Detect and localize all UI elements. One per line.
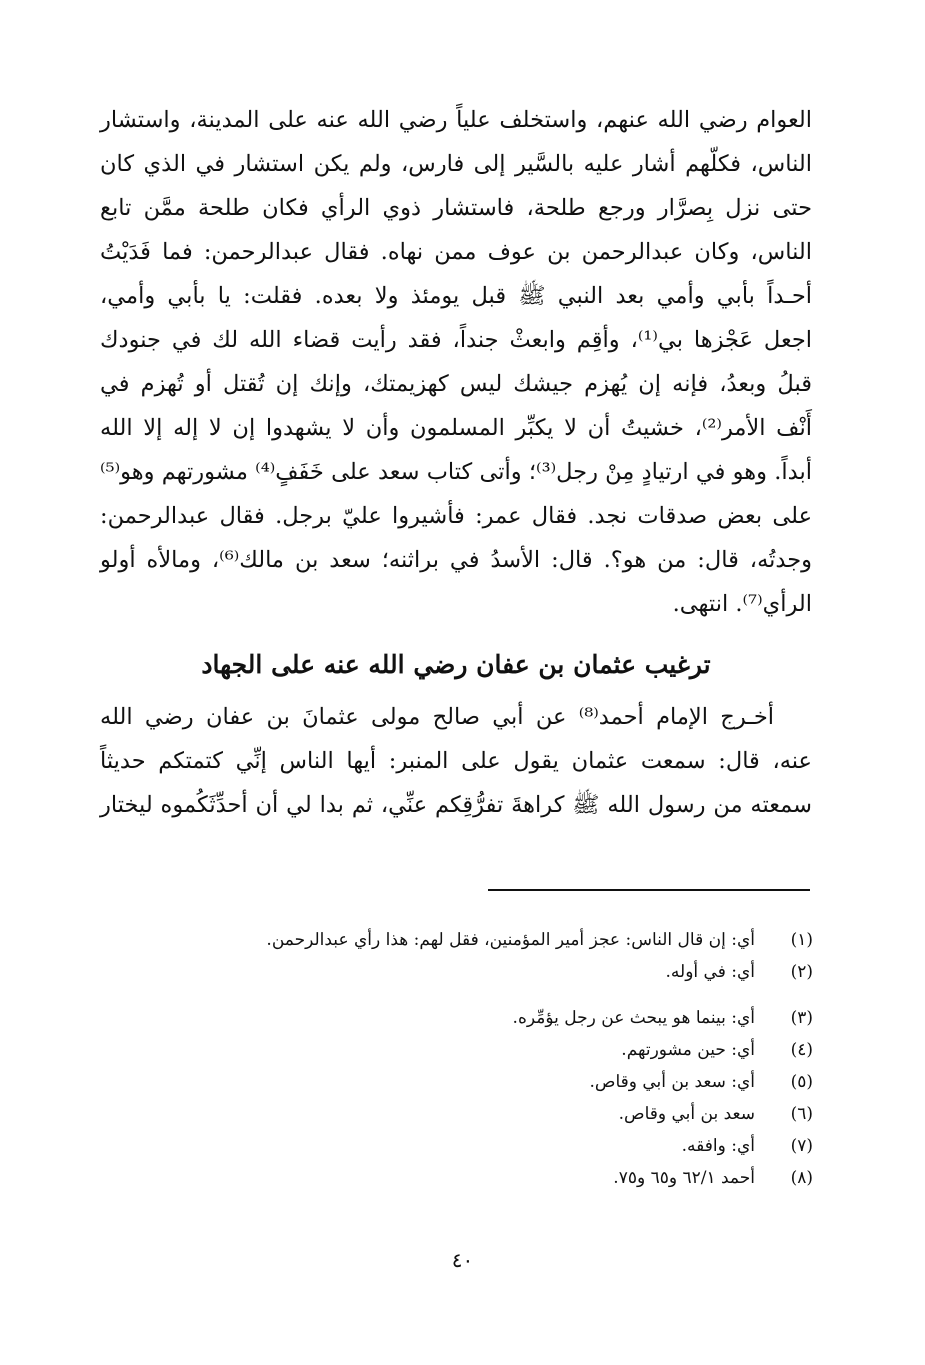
footnote-number: (٧) bbox=[790, 1136, 813, 1156]
footnote-text: سعد بن أبي وقاص. bbox=[618, 1104, 755, 1124]
footnote-item bbox=[153, 956, 813, 988]
text-line: عنه، قال: سمعت عثمان يقول على المنبر: أيها الناس إنِّي كتمتكم حديثاً bbox=[100, 748, 812, 774]
footnote-item bbox=[153, 1162, 813, 1194]
section-heading: ترغيب عثمان بن عفان رضي الله عنه على الجهاد bbox=[201, 650, 711, 679]
footnote-item bbox=[153, 1002, 813, 1034]
text-line: سمعته من رسول الله ﷺ كراهةَ تفرُّقِكم عنِّي، ثم بدا لي أن أحدِّثَكُموه ليختار bbox=[100, 792, 812, 818]
text-line: حتى نزل بِصرَّار ورجع طلحة، فاستشار ذوي الرأي فكان طلحة ممَّن تابع bbox=[100, 195, 812, 221]
footnote-item bbox=[153, 1066, 813, 1098]
text-line: أخـرج الإمام أحمد⁽⁸⁾ عن أبي صالح مولى عثمانَ بن عفان رضي الله bbox=[100, 704, 774, 730]
footnote-divider bbox=[488, 889, 810, 891]
text-line: الرأي⁽⁷⁾. انتهى. bbox=[672, 591, 812, 617]
footnote-text: أي: سعد بن أبي وقاص. bbox=[589, 1072, 755, 1092]
footnote-item bbox=[153, 1034, 813, 1066]
text-line: الناس، وكان عبدالرحمن بن عوف ممن نهاه. فقال عبدالرحمن: فما فَدَيْتُ bbox=[100, 239, 812, 265]
text-line: أَنْف الأمر⁽²⁾، خشيتُ أن لا يكبِّر المسلمون وأن لا يشهدوا إن لا إله إلا الله bbox=[100, 415, 812, 441]
footnote-number: (١) bbox=[790, 930, 813, 950]
footnote-text: أي: حين مشورتهم. bbox=[621, 1040, 755, 1060]
footnote-number: (٥) bbox=[790, 1072, 813, 1092]
footnote-number: (٣) bbox=[790, 1008, 813, 1028]
footnote-number: (٢) bbox=[790, 962, 813, 982]
text-line: العوام رضي الله عنهم، واستخلف علياً رضي الله عنه على المدينة، واستشار bbox=[100, 107, 812, 133]
footnote-text: أي: إن قال الناس: عجز أمير المؤمنين، فقل لهم: هذا رأي عبدالرحمن. bbox=[266, 930, 755, 950]
footnote-number: (٨) bbox=[790, 1168, 813, 1188]
second-paragraph bbox=[100, 695, 812, 827]
footnote-number: (٤) bbox=[790, 1040, 813, 1060]
main-paragraph bbox=[100, 98, 812, 626]
footnote-item bbox=[153, 924, 813, 956]
footnote-text: أي: بينما هو يبحث عن رجل يؤمِّره. bbox=[512, 1008, 755, 1028]
footnote-text: أي: في أوله. bbox=[665, 962, 755, 982]
text-line: وجدتُه، قال: من هو؟. قال: الأسدُ في براثنه؛ سعد بن مالك⁽⁶⁾، ومالأه أولو bbox=[100, 547, 812, 573]
footnote-text: أي: وافقه. bbox=[681, 1136, 755, 1156]
text-line: أحـداً بأبي وأمي بعد النبي ﷺ قبل يومئذ ولا بعده. فقلت: يا بأبي وأمي، bbox=[100, 283, 812, 309]
text-line: أبداً. وهو في ارتيادٍ مِنْ رجل⁽³⁾؛ وأتى كتاب سعد على خَفَفٍ⁽⁴⁾ مشورتهم وهو⁽⁵⁾ bbox=[100, 459, 812, 485]
footnote-number: (٦) bbox=[790, 1104, 813, 1124]
text-line: اجعل عَجْزها بي⁽¹⁾، وأقِم وابعثْ جنداً، فقد رأيت قضاء الله لك في جنودك bbox=[100, 327, 812, 353]
footnote-item bbox=[153, 1130, 813, 1162]
footnote-item bbox=[153, 1098, 813, 1130]
footnotes bbox=[153, 924, 813, 1194]
text-line: قبلُ وبعدُ، فإنه إن يُهزم جيشك ليس كهزيمتك، وإنك إن تُقتل أو تُهزم في bbox=[100, 371, 812, 397]
text-line: الناس، فكلّهم أشار عليه بالسَّير إلى فارس، ولم يكن استشار في الذي كان bbox=[100, 151, 812, 177]
page-number: ٤٠ bbox=[451, 1248, 474, 1272]
footnote-text: أحمد ٦٢/١ و٦٥ و٧٥. bbox=[613, 1168, 755, 1188]
text-line: على بعض صدقات نجد. فقال عمر: فأشيروا عليّ برجل. فقال عبدالرحمن: bbox=[100, 503, 812, 529]
